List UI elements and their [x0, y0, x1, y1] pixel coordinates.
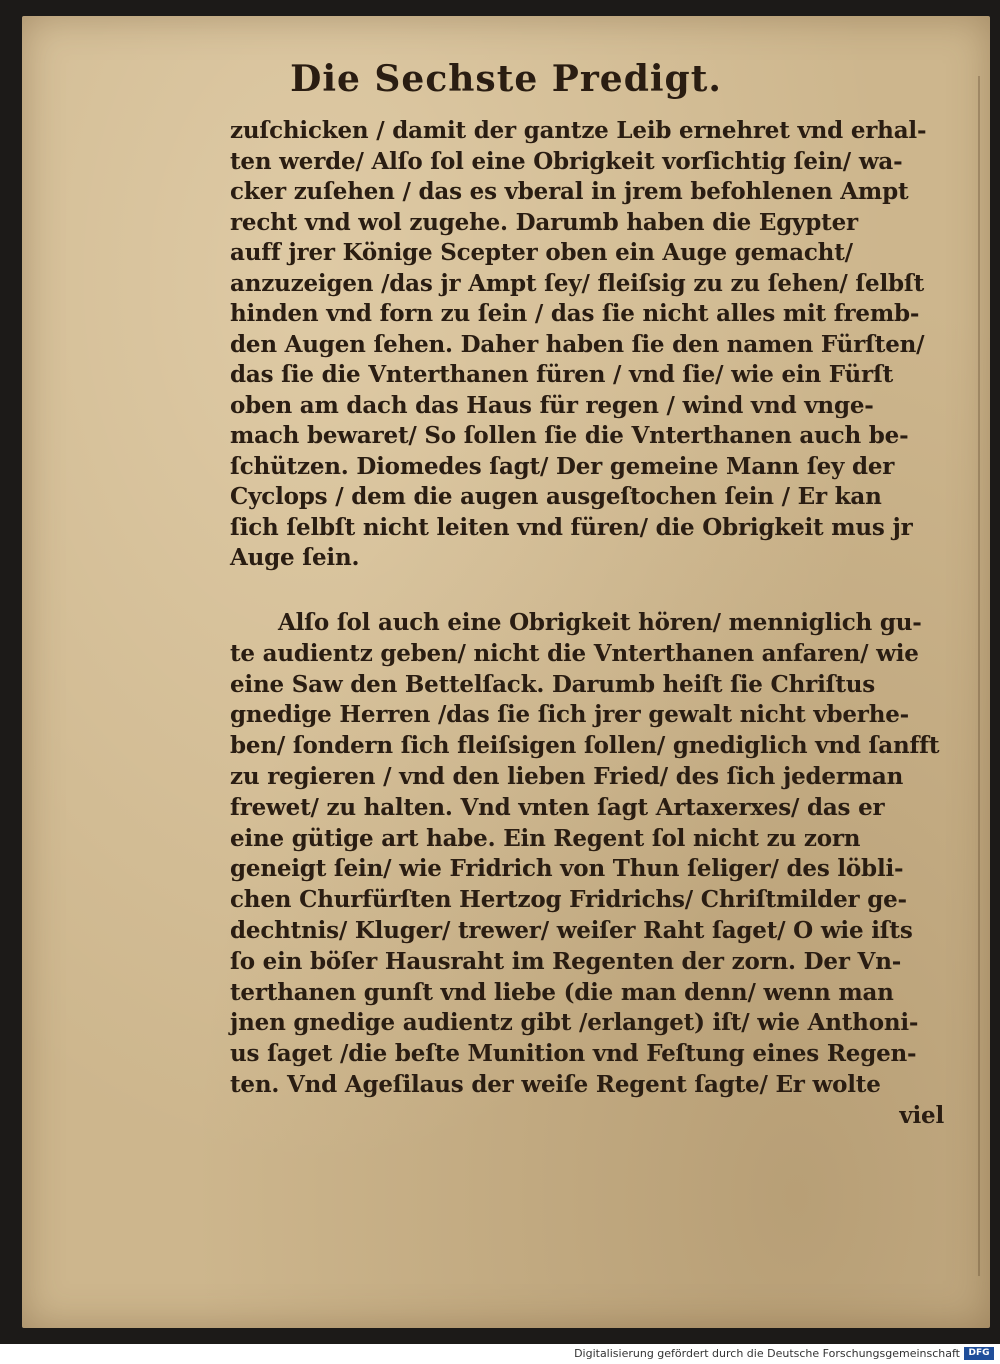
page-fold-shadow [978, 76, 980, 1276]
text-line: jnen gnedige audientz gibt /erlanget) iſt/ wie Anthoni- [230, 1009, 919, 1037]
text-line: Auge ſein. [230, 544, 360, 571]
dfg-logo-icon: DFG [964, 1347, 994, 1360]
text-line: auff jrer Könige Scepter oben ein Auge gemacht/ [230, 239, 853, 266]
running-header: Die Sechste Predigt. [290, 58, 722, 100]
text-line: us ſaget /die beſte Munition vnd Feſtung eines Regen- [230, 1040, 917, 1068]
text-line: den Augen ſehen. Daher haben ſie den namen Fürſten/ [230, 330, 925, 358]
paragraph-1 [230, 116, 950, 574]
text-line: recht vnd wol zugehe. Darumb haben die Egypter [230, 208, 858, 236]
text-line: oben am dach das Haus für regen / wind vnd vnge- [230, 391, 874, 419]
text-line: geneigt ſein/ wie Fridrich von Thun ſeliger/ des löbli- [230, 855, 904, 883]
text-line: gnedige Herren /das ſie ſich jrer gewalt nicht vberhe- [230, 701, 910, 729]
text-line: Cyclops / dem die augen ausgeſtochen ſein / Er kan [230, 483, 882, 510]
text-line: chen Churfürſten Hertzog Fridrichs/ Chriſtmilder ge- [230, 886, 907, 914]
text-line: frewet/ zu halten. Vnd vnten ſagt Artaxerxes/ das er [230, 793, 885, 821]
text-line: ſich ſelbſt nicht leiten vnd füren/ die Obrigkeit mus jr [230, 513, 913, 541]
text-line: eine Saw den Bettelſack. Darumb heiſt ſie Chriſtus [230, 670, 876, 698]
text-line: ten werde/ Alſo ſol eine Obrigkeit vorſichtig ſein/ wa- [230, 147, 903, 175]
text-line: ſchützen. Diomedes ſagt/ Der gemeine Mann ſey der [230, 452, 895, 480]
text-line: terthanen gunſt vnd liebe (die man denn/ wenn man [230, 978, 894, 1006]
catchword: viel [899, 1101, 944, 1129]
text-line: ſo ein böſer Hausraht im Regenten der zorn. Der Vn- [230, 947, 902, 975]
text-line: cker zuſehen / das es vberal in jrem befohlenen Ampt [230, 178, 909, 205]
funding-notice: Digitalisierung gefördert durch die Deutsche Forschungsgemeinschaft [574, 1347, 960, 1360]
text-line: dechtnis/ Kluger/ trewer/ weiſer Raht ſaget/ O wie iſts [230, 916, 913, 944]
paragraph-2 [230, 608, 950, 1132]
text-line: das ſie die Vnterthanen füren / vnd ſie/ wie ein Fürſt [230, 361, 894, 388]
text-line: hinden vnd forn zu ſein / das ſie nicht alles mit fremb- [230, 300, 920, 327]
text-line: te audientz geben/ nicht die Vnterthanen anfaren/ wie [230, 639, 919, 667]
text-line: zu regieren / vnd den lieben Fried/ des ſich jederman [230, 762, 904, 790]
text-line: mach bewaret/ So ſollen ſie die Vnterthanen auch be- [230, 422, 909, 449]
book-page [22, 16, 990, 1328]
text-line: Alſo ſol auch eine Obrigkeit hören/ menniglich gu- [278, 609, 922, 636]
text-line: eine gütige art habe. Ein Regent ſol nicht zu zorn [230, 824, 861, 852]
text-line: ben/ ſondern ſich fleiſsigen ſollen/ gnediglich vnd ſanfft [230, 732, 940, 760]
text-line: ten. Vnd Ageſilaus der weiſe Regent ſagte/ Er wolte [230, 1070, 881, 1098]
text-line: anzuzeigen /das jr Ampt ſey/ fleiſsig zu zu ſehen/ ſelbſt [230, 269, 924, 297]
text-line: zuſchicken / damit der gantze Leib ernehret vnd erhal- [230, 117, 927, 144]
footer-bar [0, 1344, 1000, 1364]
